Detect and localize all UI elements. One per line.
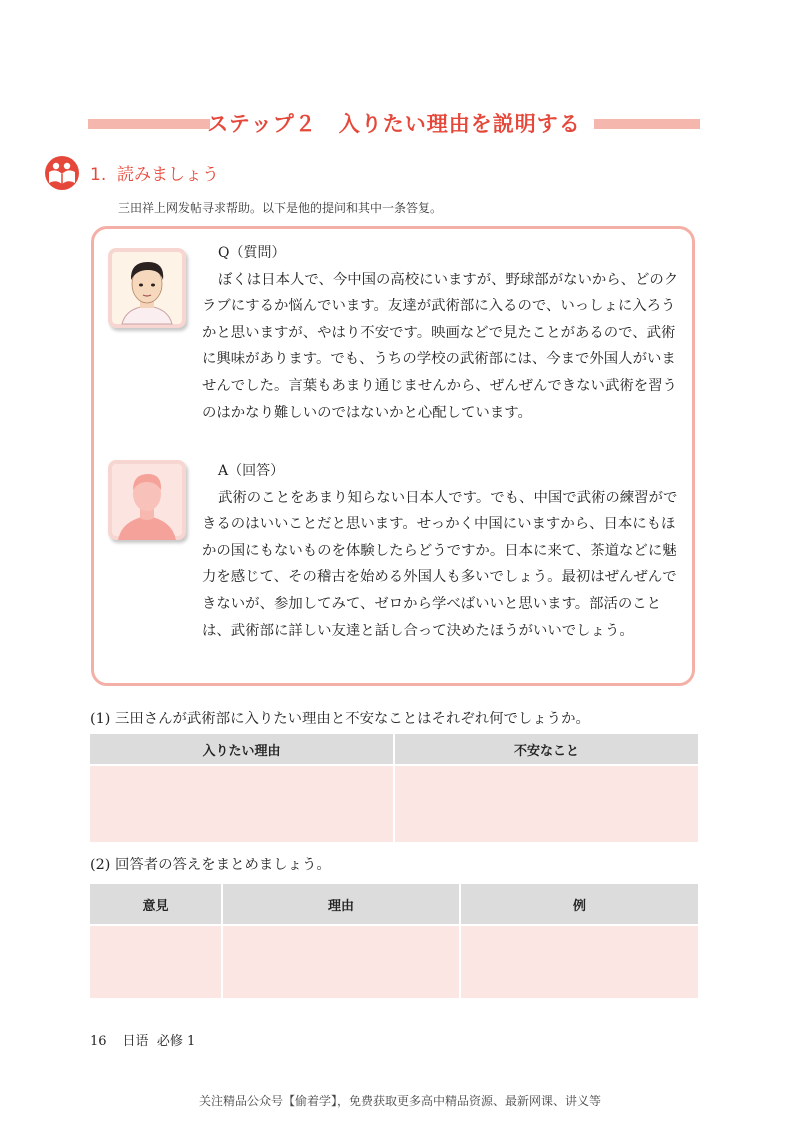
answer-post xyxy=(202,458,684,644)
question-label: Q（質問） xyxy=(218,245,286,261)
step-header xyxy=(88,108,700,142)
header-example: 例 xyxy=(460,884,698,925)
section-title-text: 読みましょう xyxy=(117,165,220,185)
exercise-1-question: (1) 三田さんが武術部に入りたい理由と不安なことはそれぞれ何でしょうか。 xyxy=(90,711,590,727)
questioner-avatar xyxy=(108,248,186,328)
answer-cell-reason[interactable] xyxy=(222,925,460,998)
answer-label: A（回答） xyxy=(218,463,285,479)
question-post xyxy=(202,240,684,426)
intro-text: 三田祥上网发帖寻求帮助。以下是他的提问和其中一条答复。 xyxy=(118,201,443,215)
header-opinion: 意見 xyxy=(90,884,222,925)
table-header-row xyxy=(90,734,698,765)
answer-cell-opinion[interactable] xyxy=(90,925,222,998)
table-row xyxy=(90,925,698,998)
step-title: ステップ２ 入りたい理由を説明する xyxy=(207,111,581,136)
question-text: ぼくは日本人で、今中国の高校にいますが、野球部がないから、どのクラブにするか悩んでいます。友達が武術部に入るので、いっしょに入ろうかと思いますが、やはり不安です。映画などで見たことがあるので、武術に興味があります。でも、うちの学校の武術部には、今まで外国人がいませんでした。言葉もあまり通じませんから、ぜんぜんできない武術を習うのはかなり難しいのではないかと心配しています。 xyxy=(202,271,679,421)
answer-cell-example[interactable] xyxy=(460,925,698,998)
answer-cell-worries[interactable] xyxy=(394,765,698,842)
page-footer xyxy=(90,1030,195,1049)
exercise-1-table xyxy=(90,734,698,842)
answer-text: 武術のことをあまり知らない日本人です。でも、中国で武術の練習ができるのはいいことだと思います。せっかく中国にいますから、日本にもほかの国にもないものを体験したらどうですか。日本に来て、茶道などに魅力を感じて、その稽古を始める外国人も多いでしょう。最初はぜんぜんできないが、参加してみて、ゼロから学べばいいと思います。部活のことは、武術部に詳しい友達と話し合って決めたほうがいいでしょう。 xyxy=(202,489,678,639)
header-worries: 不安なこと xyxy=(394,734,698,765)
section-title xyxy=(90,160,219,185)
answer-cell-reason[interactable] xyxy=(90,765,394,842)
exercise-2-question: (2) 回答者の答えをまとめましょう。 xyxy=(90,857,331,873)
table-header-row xyxy=(90,884,698,925)
header-reason: 理由 xyxy=(222,884,460,925)
book-title: 日语 xyxy=(122,1034,149,1049)
exercise-2-table xyxy=(90,884,698,998)
section-number: 1. xyxy=(90,165,107,185)
book-volume: 必修 1 xyxy=(156,1034,196,1049)
answerer-avatar xyxy=(108,460,186,540)
header-reason-to-join: 入りたい理由 xyxy=(90,734,394,765)
watermark-text: 关注精品公众号【偷着学】，免费获取更多高中精品资源、最新网课、讲义等 xyxy=(198,1094,601,1108)
page-number: 16 xyxy=(90,1034,107,1049)
table-row xyxy=(90,765,698,842)
reading-icon xyxy=(44,155,80,191)
